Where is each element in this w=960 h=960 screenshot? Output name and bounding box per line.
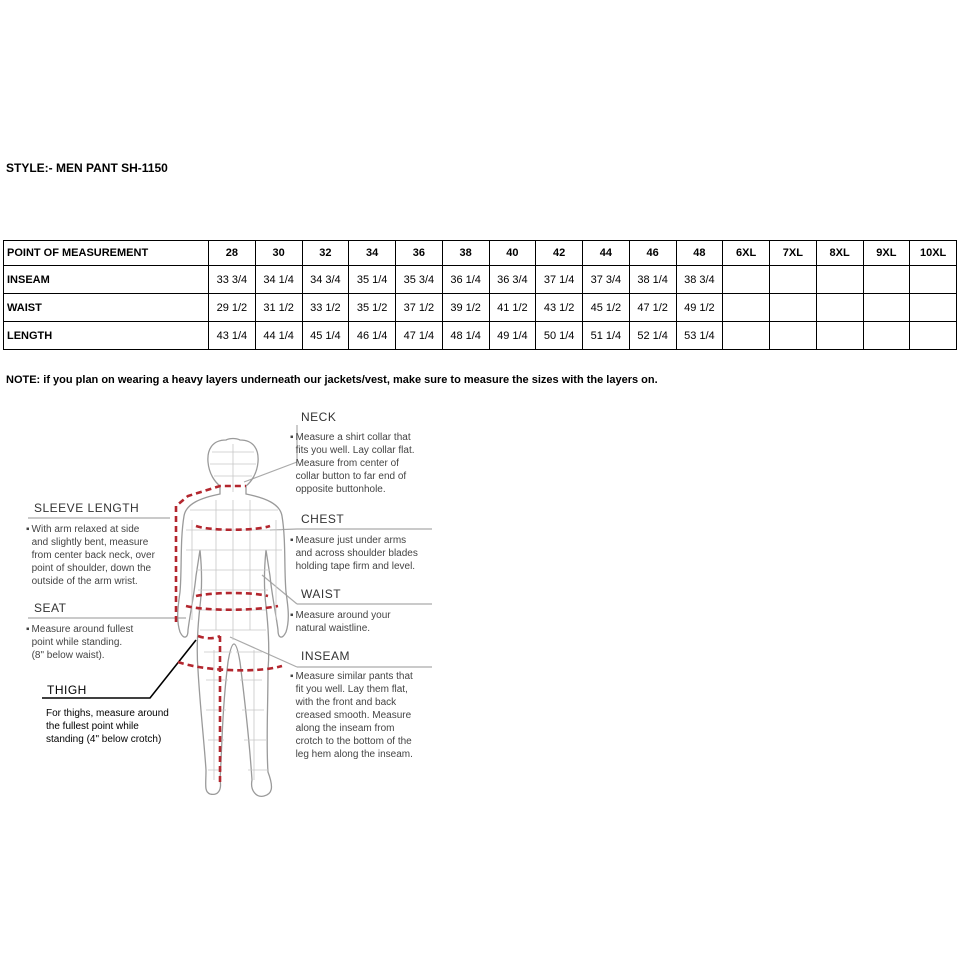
neck-instructions: ▪ Measure a shirt collar that fits you well. Lay collar flat. Measure from center of collar button to far end of opposite buttonhole. — [290, 432, 415, 495]
size-header: 38 — [442, 241, 489, 266]
table-cell: 37 1/2 — [396, 294, 443, 322]
row-label: WAIST — [4, 294, 209, 322]
table-header-row — [4, 241, 957, 266]
size-header: 8XL — [816, 241, 863, 266]
table-cell: 39 1/2 — [442, 294, 489, 322]
thigh-label: THIGH — [47, 683, 87, 697]
table-cell — [863, 266, 910, 294]
table-cell: 49 1/2 — [676, 294, 723, 322]
size-chart-table — [3, 240, 957, 350]
measurement-diagram — [0, 400, 960, 820]
table-cell — [910, 322, 957, 350]
size-header: 46 — [629, 241, 676, 266]
table-cell: 43 1/4 — [209, 322, 256, 350]
waist-label: WAIST — [301, 587, 342, 601]
inseam-instructions: ▪ Measure similar pants that fit you well. Lay them flat, with the front and back creased smooth. Measure along the inseam from crotch to the bottom of the leg hem along the inseam. — [290, 671, 413, 760]
table-cell: 37 3/4 — [583, 266, 630, 294]
table-cell — [770, 322, 817, 350]
row-label: LENGTH — [4, 322, 209, 350]
table-cell: 33 3/4 — [209, 266, 256, 294]
body-figure-illustration — [0, 400, 960, 820]
size-header: 34 — [349, 241, 396, 266]
size-header: 40 — [489, 241, 536, 266]
size-header: 30 — [255, 241, 302, 266]
table-cell — [863, 322, 910, 350]
table-cell: 47 1/4 — [396, 322, 443, 350]
table-cell: 31 1/2 — [255, 294, 302, 322]
bullet-icon: ▪ — [290, 671, 294, 682]
table-cell: 36 3/4 — [489, 266, 536, 294]
table-cell — [863, 294, 910, 322]
chest-label: CHEST — [301, 512, 345, 526]
bullet-icon: ▪ — [290, 535, 294, 546]
bullet-icon: ▪ — [290, 432, 294, 443]
table-cell: 48 1/4 — [442, 322, 489, 350]
table-cell — [816, 266, 863, 294]
layering-note: NOTE: if you plan on wearing a heavy layers underneath our jackets/vest, make sure to measure the sizes with the layers on. — [6, 374, 658, 386]
table-cell: 53 1/4 — [676, 322, 723, 350]
table-cell — [770, 266, 817, 294]
sleeve-length-label: SLEEVE LENGTH — [34, 501, 140, 515]
style-title: STYLE:- MEN PANT SH-1150 — [6, 161, 168, 175]
table-cell: 50 1/4 — [536, 322, 583, 350]
table-cell: 45 1/4 — [302, 322, 349, 350]
bullet-icon: ▪ — [290, 610, 294, 621]
table-cell: 45 1/2 — [583, 294, 630, 322]
table-cell: 38 3/4 — [676, 266, 723, 294]
table-cell — [910, 294, 957, 322]
table-row — [4, 266, 957, 294]
table-cell: 47 1/2 — [629, 294, 676, 322]
neck-label: NECK — [301, 410, 337, 424]
table-cell: 35 3/4 — [396, 266, 443, 294]
table-cell: 41 1/2 — [489, 294, 536, 322]
table-cell: 46 1/4 — [349, 322, 396, 350]
row-label: INSEAM — [4, 266, 209, 294]
table-cell: 36 1/4 — [442, 266, 489, 294]
table-row — [4, 322, 957, 350]
table-cell: 51 1/4 — [583, 322, 630, 350]
size-header: 44 — [583, 241, 630, 266]
sleeve-length-instructions: ▪ With arm relaxed at side and slightly bent, measure from center back neck, over point of shoulder, down the outside of the arm wrist. — [26, 524, 155, 587]
table-cell — [816, 322, 863, 350]
point-of-measurement-header: POINT OF MEASUREMENT — [4, 241, 209, 266]
table-cell: 37 1/4 — [536, 266, 583, 294]
table-cell: 34 1/4 — [255, 266, 302, 294]
table-cell: 29 1/2 — [209, 294, 256, 322]
bullet-icon: ▪ — [26, 524, 30, 535]
size-header: 42 — [536, 241, 583, 266]
size-header: 28 — [209, 241, 256, 266]
size-header: 48 — [676, 241, 723, 266]
table-cell: 33 1/2 — [302, 294, 349, 322]
table-cell: 38 1/4 — [629, 266, 676, 294]
table-cell: 43 1/2 — [536, 294, 583, 322]
table-cell — [723, 266, 770, 294]
table-cell — [723, 322, 770, 350]
waist-instructions: ▪ Measure around your natural waistline. — [290, 610, 391, 634]
seat-label: SEAT — [34, 601, 67, 615]
size-header: 9XL — [863, 241, 910, 266]
size-header: 36 — [396, 241, 443, 266]
table-cell — [816, 294, 863, 322]
seat-instructions: ▪ Measure around fullest point while standing. (8" below waist). — [26, 624, 134, 661]
size-header: 10XL — [910, 241, 957, 266]
table-cell: 34 3/4 — [302, 266, 349, 294]
table-cell — [723, 294, 770, 322]
thigh-instructions: For thighs, measure around the fullest point while standing (4" below crotch) — [46, 708, 169, 745]
table-row — [4, 294, 957, 322]
table-cell: 35 1/2 — [349, 294, 396, 322]
table-cell: 49 1/4 — [489, 322, 536, 350]
inseam-label: INSEAM — [301, 649, 351, 663]
size-header: 32 — [302, 241, 349, 266]
table-cell — [770, 294, 817, 322]
table-cell: 52 1/4 — [629, 322, 676, 350]
size-header: 7XL — [770, 241, 817, 266]
table-cell — [910, 266, 957, 294]
table-cell: 44 1/4 — [255, 322, 302, 350]
table-cell: 35 1/4 — [349, 266, 396, 294]
chest-instructions: ▪ Measure just under arms and across shoulder blades holding tape firm and level. — [290, 535, 418, 572]
bullet-icon: ▪ — [26, 624, 30, 635]
size-header: 6XL — [723, 241, 770, 266]
